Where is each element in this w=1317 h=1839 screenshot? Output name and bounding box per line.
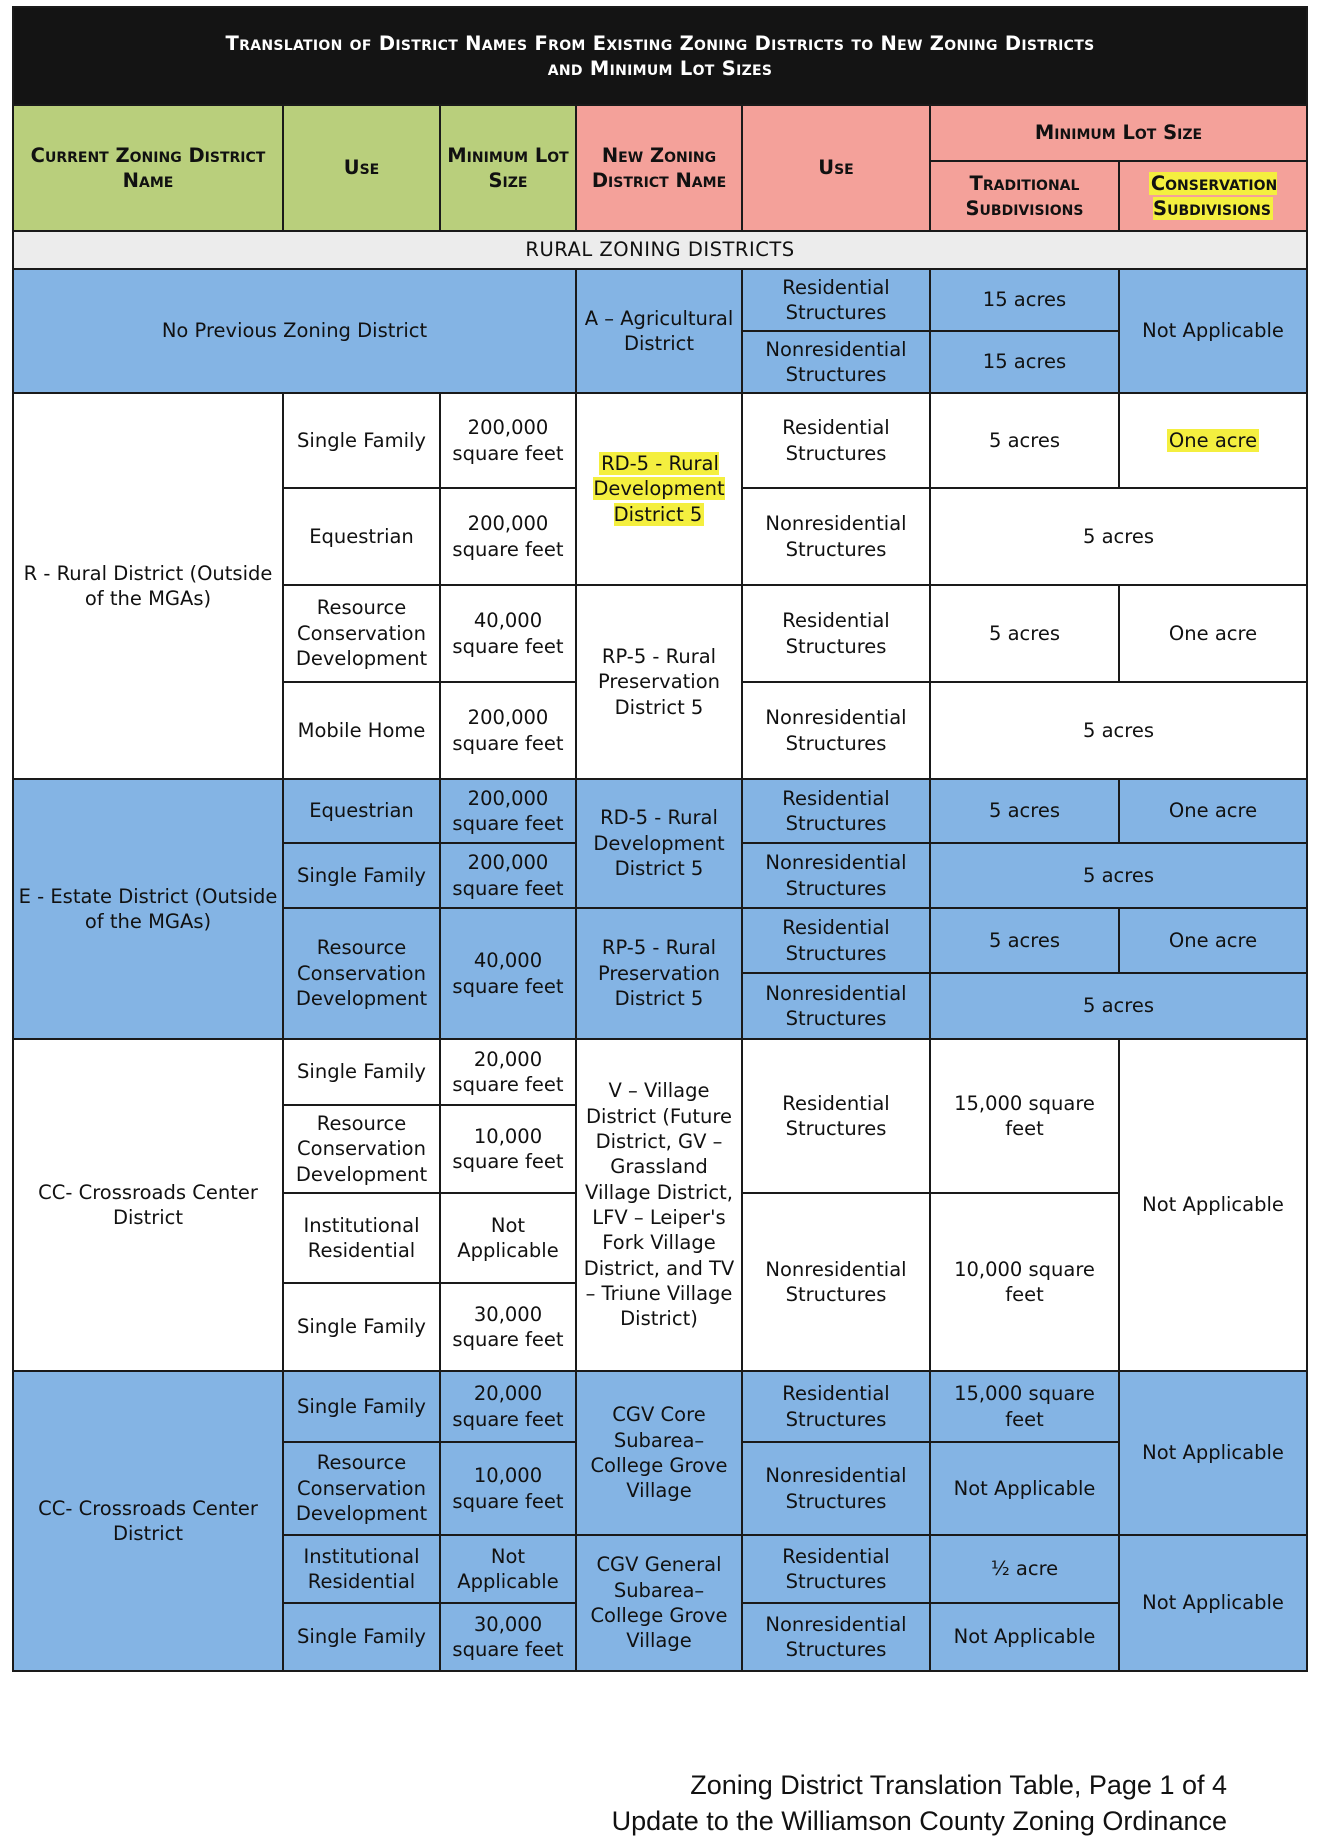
- footer-document-label: Update to the Williamson County Zoning Ordinance: [611, 1805, 1227, 1836]
- current-use: Resource Conservation Development: [283, 585, 440, 682]
- current-use: Mobile Home: [283, 682, 440, 779]
- lot-size-both: 5 acres: [930, 488, 1307, 585]
- header-traditional-subdivisions: Traditional Subdivisions: [930, 161, 1119, 231]
- new-district-cgv-general: CGV General Subarea– College Grove Village: [576, 1535, 742, 1671]
- current-use: Resource Conservation Development: [283, 1442, 440, 1535]
- current-min-lot-size: 20,000 square feet: [440, 1039, 576, 1105]
- current-use: Equestrian: [283, 488, 440, 585]
- conservation-lot-size: One acre: [1119, 908, 1307, 973]
- traditional-lot-size: Not Applicable: [930, 1442, 1119, 1535]
- traditional-lot-size: 5 acres: [930, 779, 1119, 843]
- structure-type: Residential Structures: [742, 1371, 930, 1442]
- current-min-lot-size: 200,000 square feet: [440, 488, 576, 585]
- traditional-lot-size: 15,000 square feet: [930, 1371, 1119, 1442]
- new-district-rp5: RP-5 - Rural Preservation District 5: [576, 585, 742, 779]
- current-use: Single Family: [283, 1603, 440, 1671]
- traditional-lot-size: 15 acres: [930, 269, 1119, 331]
- structure-type: Residential Structures: [742, 908, 930, 973]
- current-use: Institutional Residential: [283, 1193, 440, 1283]
- structure-type: Residential Structures: [742, 779, 930, 843]
- conservation-lot-size: One acre: [1119, 779, 1307, 843]
- current-min-lot-size: 200,000 square feet: [440, 843, 576, 908]
- current-min-lot-size: 10,000 square feet: [440, 1105, 576, 1193]
- traditional-lot-size: 15 acres: [930, 331, 1119, 393]
- current-use: Single Family: [283, 843, 440, 908]
- current-use: Single Family: [283, 1283, 440, 1371]
- structure-type: Residential Structures: [742, 269, 930, 331]
- conservation-lot-size: [1119, 393, 1307, 488]
- conservation-lot-size: Not Applicable: [1119, 1039, 1307, 1371]
- conservation-lot-size: Not Applicable: [1119, 1371, 1307, 1535]
- structure-type: Residential Structures: [742, 1535, 930, 1603]
- traditional-lot-size: Not Applicable: [930, 1603, 1119, 1671]
- structure-type: Nonresidential Structures: [742, 1603, 930, 1671]
- conservation-subdivisions-highlight: Conservation Subdivisions: [1150, 171, 1278, 220]
- title-line-2: and Minimum Lot Sizes: [547, 57, 773, 80]
- traditional-lot-size: 5 acres: [930, 585, 1119, 682]
- new-district-rp5: RP-5 - Rural Preservation District 5: [576, 908, 742, 1039]
- lot-size-both: 5 acres: [930, 682, 1307, 779]
- current-use: Single Family: [283, 1039, 440, 1105]
- section-rural-zoning-districts: RURAL ZONING DISTRICTS: [13, 231, 1307, 269]
- current-district-cc-crossroads-center: CC- Crossroads Center District: [13, 1371, 283, 1671]
- current-district-cc-crossroads-center: CC- Crossroads Center District: [13, 1039, 283, 1371]
- current-use: Institutional Residential: [283, 1535, 440, 1603]
- current-min-lot-size: Not Applicable: [440, 1193, 576, 1283]
- current-min-lot-size: 10,000 square feet: [440, 1442, 576, 1535]
- new-district-a-agricultural: A – Agricultural District: [576, 269, 742, 393]
- traditional-lot-size: 15,000 square feet: [930, 1039, 1119, 1193]
- lot-size-both: 5 acres: [930, 843, 1307, 908]
- header-conservation-subdivisions: [1119, 161, 1307, 231]
- header-minimum-lot-size: Minimum Lot Size: [930, 105, 1307, 161]
- structure-type: Nonresidential Structures: [742, 973, 930, 1039]
- traditional-lot-size: 10,000 square feet: [930, 1193, 1119, 1371]
- structure-type: Nonresidential Structures: [742, 331, 930, 393]
- current-use: Equestrian: [283, 779, 440, 843]
- current-district-r-rural: R - Rural District (Outside of the MGAs): [13, 393, 283, 779]
- structure-type: Nonresidential Structures: [742, 1193, 930, 1371]
- current-use: Single Family: [283, 393, 440, 488]
- structure-type: Nonresidential Structures: [742, 488, 930, 585]
- header-current-zoning-district-name: Current Zoning District Name: [13, 105, 283, 231]
- structure-type: Nonresidential Structures: [742, 682, 930, 779]
- conservation-lot-size: Not Applicable: [1119, 1535, 1307, 1671]
- new-district-v-village: V – Village District (Future District, GV – Grassland Village District, LFV – Leiper's Fork Village District, and TV – Triune Village District): [576, 1039, 742, 1371]
- rd5-highlight: RD-5 - Rural Development District 5: [593, 451, 725, 526]
- header-new-zoning-district-name: New Zoning District Name: [576, 105, 742, 231]
- header-new-use: Use: [742, 105, 930, 231]
- one-acre-highlight: One acre: [1168, 428, 1258, 452]
- traditional-lot-size: 5 acres: [930, 908, 1119, 973]
- header-current-minimum-lot-size: Minimum Lot Size: [440, 105, 576, 231]
- current-district-no-previous: No Previous Zoning District: [13, 269, 576, 393]
- structure-type: Nonresidential Structures: [742, 1442, 930, 1535]
- current-min-lot-size: 200,000 square feet: [440, 393, 576, 488]
- conservation-lot-size: Not Applicable: [1119, 269, 1307, 393]
- lot-size-both: 5 acres: [930, 973, 1307, 1039]
- current-district-e-estate: E - Estate District (Outside of the MGAs): [13, 779, 283, 1039]
- current-min-lot-size: 200,000 square feet: [440, 779, 576, 843]
- current-min-lot-size: 30,000 square feet: [440, 1603, 576, 1671]
- current-min-lot-size: Not Applicable: [440, 1535, 576, 1603]
- conservation-lot-size: One acre: [1119, 585, 1307, 682]
- current-use: Single Family: [283, 1371, 440, 1442]
- zoning-translation-table: [12, 6, 1308, 1672]
- current-min-lot-size: 30,000 square feet: [440, 1283, 576, 1371]
- current-min-lot-size: 40,000 square feet: [440, 908, 576, 1039]
- traditional-lot-size: 5 acres: [930, 393, 1119, 488]
- new-district-cgv-core: CGV Core Subarea– College Grove Village: [576, 1371, 742, 1535]
- structure-type: Residential Structures: [742, 1039, 930, 1193]
- structure-type: Nonresidential Structures: [742, 843, 930, 908]
- title-line-1: Translation of District Names From Existing Zoning Districts to New Zoning Districts: [225, 31, 1095, 55]
- footer-page-label: Zoning District Translation Table, Page 1 of 4: [690, 1770, 1227, 1800]
- structure-type: Residential Structures: [742, 585, 930, 682]
- current-min-lot-size: 200,000 square feet: [440, 682, 576, 779]
- current-use: Resource Conservation Development: [283, 908, 440, 1039]
- current-use: Resource Conservation Development: [283, 1105, 440, 1193]
- table-title: [13, 7, 1307, 105]
- page-footer: [612, 1768, 1227, 1839]
- structure-type: Residential Structures: [742, 393, 930, 488]
- current-min-lot-size: 20,000 square feet: [440, 1371, 576, 1442]
- new-district-rd5: [576, 393, 742, 585]
- traditional-lot-size: ½ acre: [930, 1535, 1119, 1603]
- current-min-lot-size: 40,000 square feet: [440, 585, 576, 682]
- new-district-rd5: RD-5 - Rural Development District 5: [576, 779, 742, 908]
- header-current-use: Use: [283, 105, 440, 231]
- zoning-translation-document: [12, 6, 1306, 1672]
